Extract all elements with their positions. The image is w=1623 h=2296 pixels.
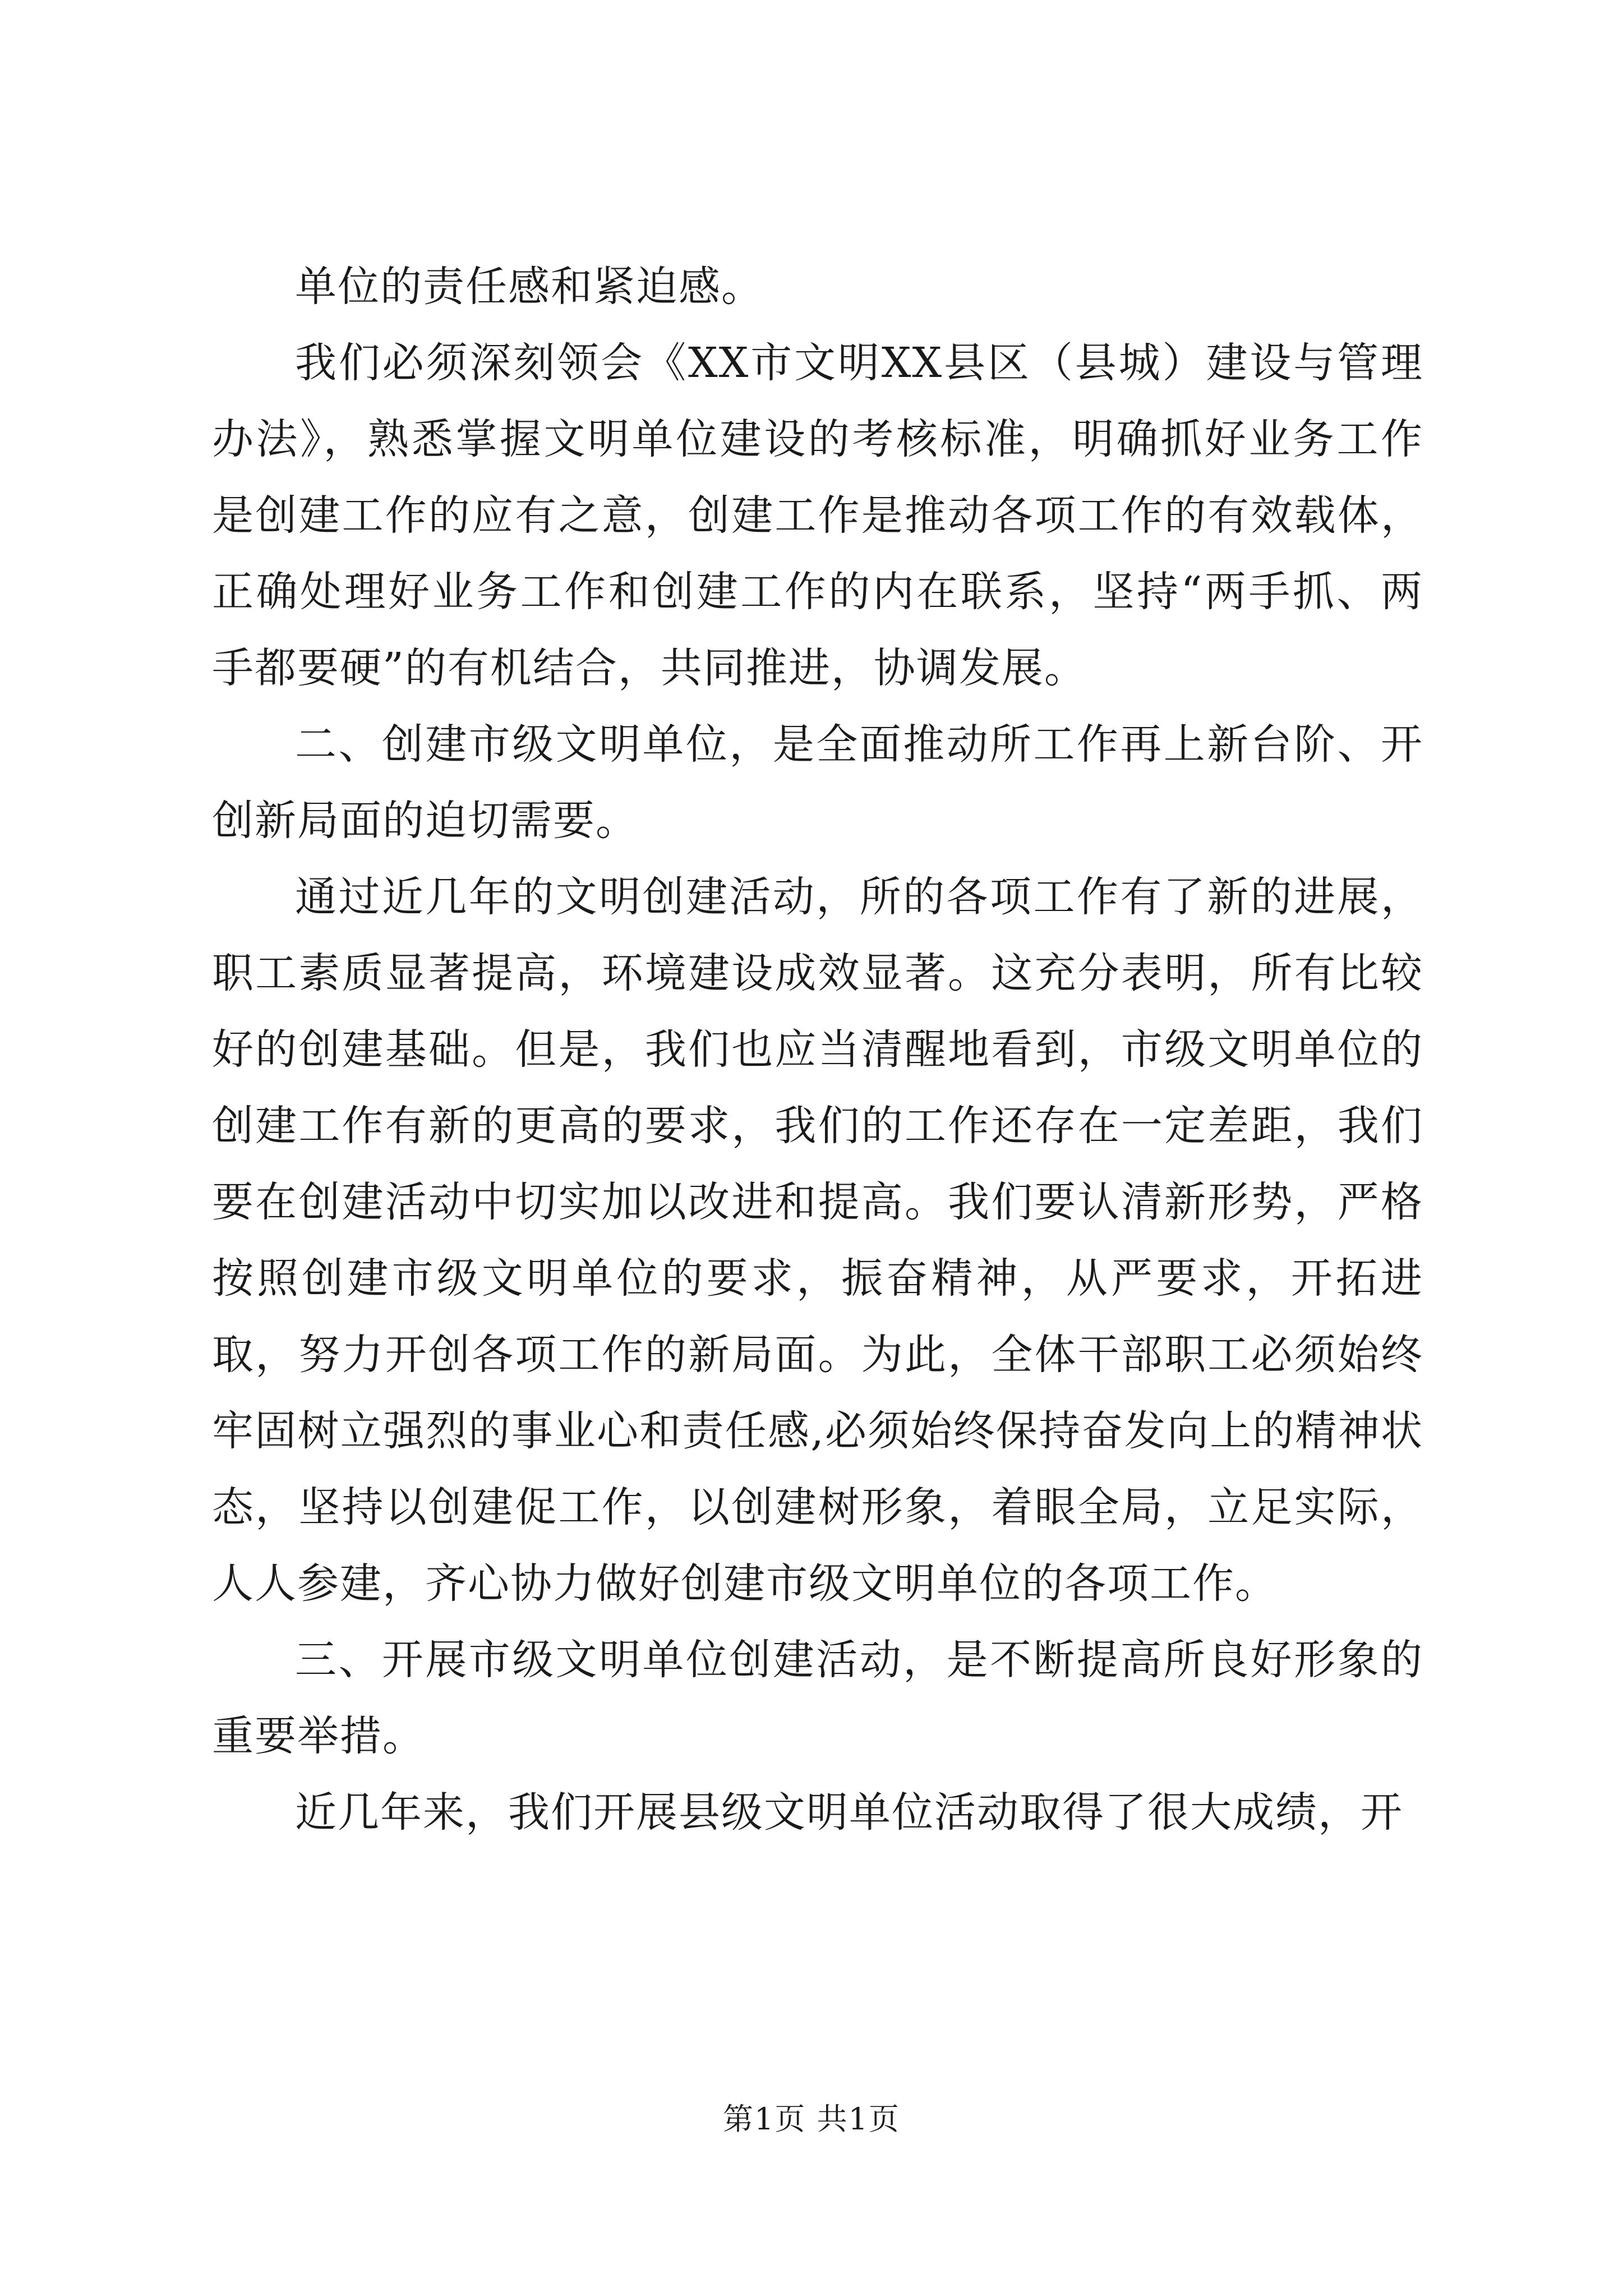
paragraph-progress: 通过近几年的文明创建活动，所的各项工作有了新的进展，职工素质显著提高，环境建设成效显著。这充分表明，所有比较好的创建基础。但是，我们也应当清醒地看到，市级文明单位的创建工作有新的更高的要求，我们的工作还存在一定差距，我们要在创建活动中切实加以改进和提高。我们要认清新形势，严格按照创建市级文明单位的要求，振奋精神，从严要求，开拓进取，努力开创各项工作的新局面。为此，全体干部职工必须始终牢固树立强烈的事业心和责任感,必须始终保持奋发向上的精神状态，坚持以创建促工作，以创建树形象，着眼全局，立足实际，人人参建，齐心协力做好创建市级文明单位的各项工作。 (212, 873, 1423, 1608)
document-body (212, 249, 1423, 1851)
section-heading-two: 二、创建市级文明单位，是全面推动所工作再上新台阶、开创新局面的迫切需要。 (212, 720, 1423, 845)
paragraph-continuation: 单位的责任感和紧迫感。 (295, 263, 764, 311)
section-heading-three: 三、开展市级文明单位创建活动，是不断提高所良好形象的重要举措。 (212, 1636, 1423, 1760)
paragraph-achievements: 近几年来，我们开展县级文明单位活动取得了很大成绩，开 (295, 1788, 1403, 1837)
paragraph-study-guidelines: 我们必须深刻领会《XX市文明XX县区（县城）建设与管理办法》，熟悉掌握文明单位建设的考核标准，明确抓好业务工作是创建工作的应有之意，创建工作是推动各项工作的有效载体，正确处理好业务工作和创建工作的内在联系，坚持“两手抓、两手都要硬”的有机结合，共同推进，协调发展。 (212, 339, 1423, 692)
page-footer: 第1页 共1页 (723, 2101, 900, 2137)
